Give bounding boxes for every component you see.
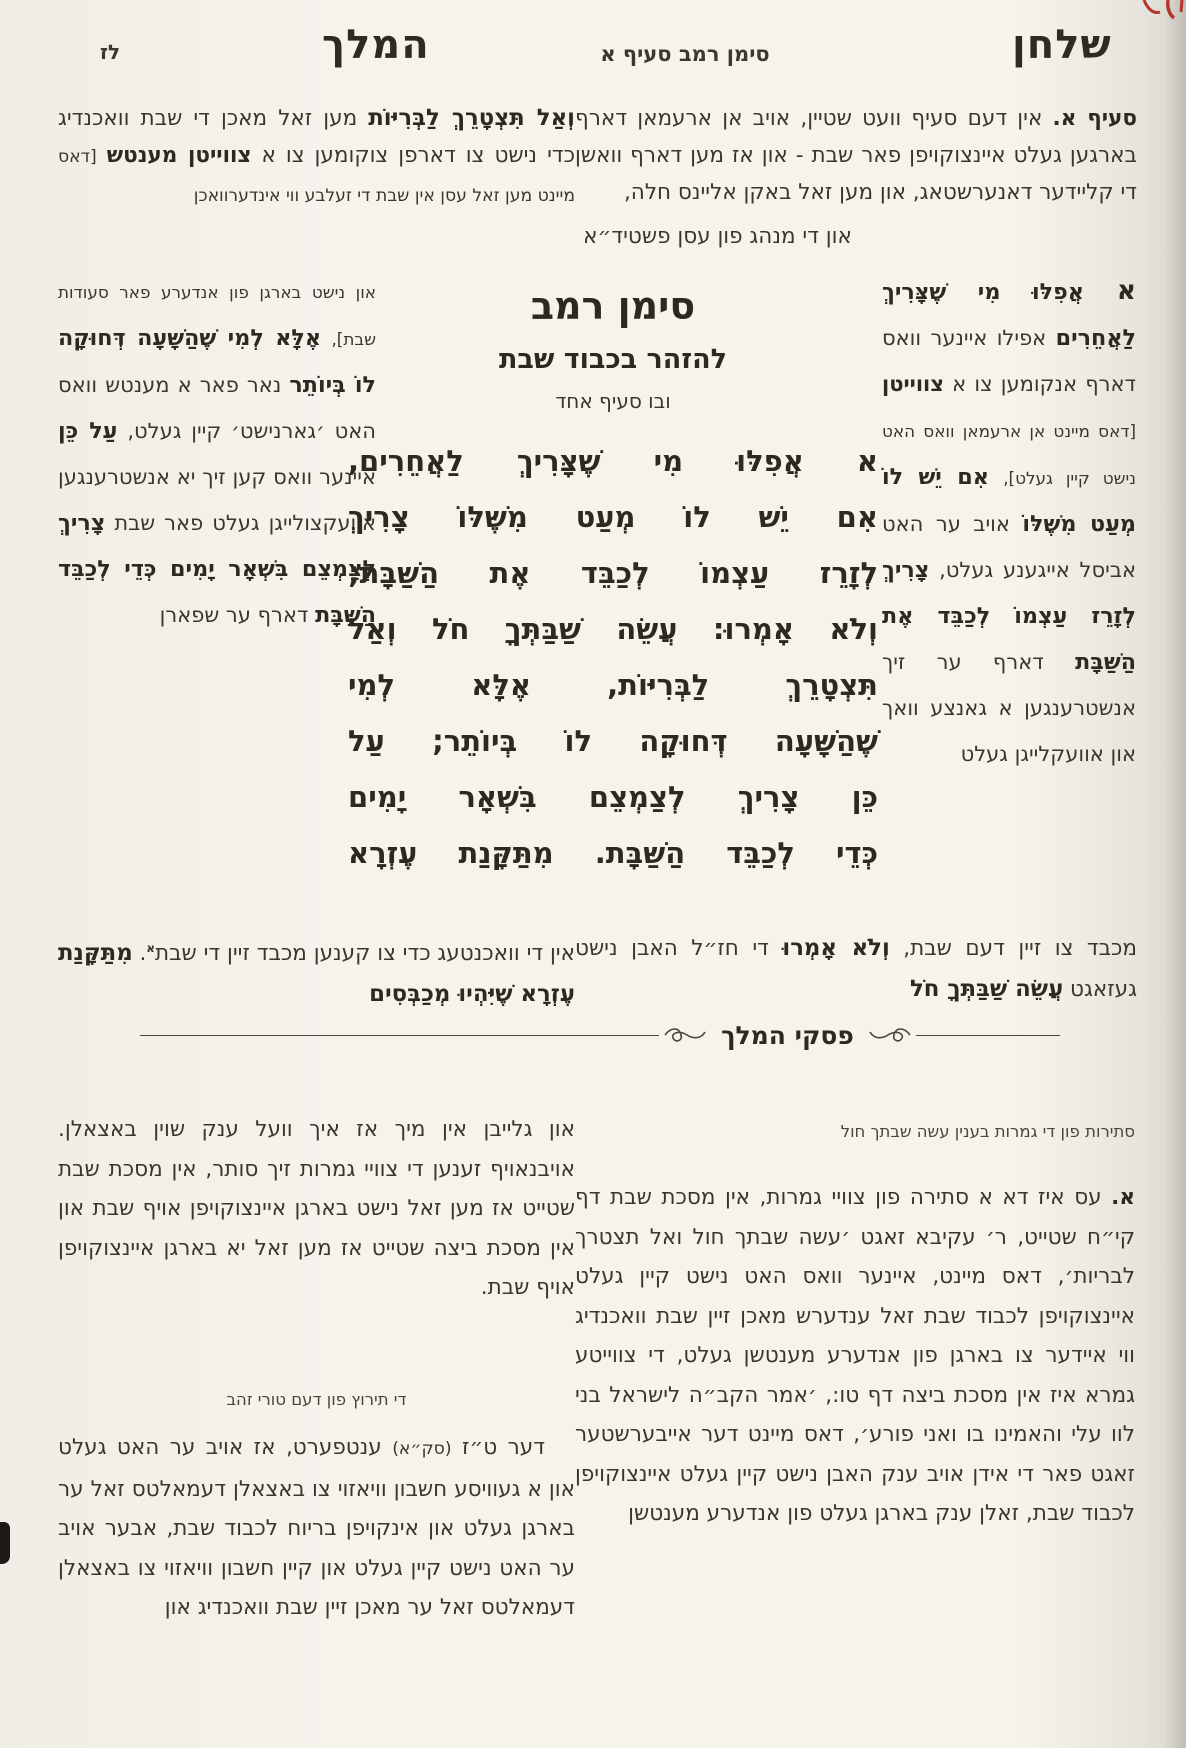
shulchan-aruch-line: כְּדֵי לְכַבֵּד הַשַּׁבָּת. מִתַּקָּנַת עֶזְרָא [348,836,878,870]
right-column-intro [575,100,1137,211]
text-run: א [146,941,155,955]
piskei-left-paragraph-1: און גלייבן אין מיך אז איך וועל ענק שוין באצאלן. אויבנאויף זענען די צוויי גמרות זיך סותר, אין מסכת שבת שטייט אז מען זאל נישט בארגן איינצוקויפן אויף שבת און אין מסכת ביצה שטייט אז מען זאל יא בארגן איינצוקויפן אויף שבת. [58,1117,575,1300]
left-subtitle-taz: די תירוץ פון דעם טורי זהב [226,1390,407,1409]
seif-count: ובו סעיף אחד [555,389,671,413]
siman-block [348,284,878,881]
text-run: א. [1111,1185,1135,1210]
text-run: אין דעם סעיף וועט שטיין, אויב אן ארעמאן דארף בארגען געלט איינצוקויפן פאר שבת - און אז מען דארף וואשן די קליידער דאנערשטאג, און מען זאל באקן אליינס חלה, [575,106,1137,205]
book-title-shulchan: שלחן [1012,22,1112,68]
book-title-hamelech: המלך [322,22,430,68]
text-run: אֶלָּא לְמִי שֶׁהַשָּׁעָה דְּחוּקָה לוֹ בְּיוֹתֵר [58,325,376,398]
shulchan-aruch-line: שֶׁהַשָּׁעָה דְּחוּקָה לוֹ בְּיוֹתֵר; עַל [348,724,878,758]
text-run: [דאס מיינט מען זאל עסן אין שבת די זעלבע ווי אינדערוואכן [58,147,575,206]
text-run: און נישט בארגן פון אנדערע פאר סעודות שבת], [58,282,376,349]
text-run: אויב ער האט אביסל אייגענע געלט, [882,512,1136,582]
siman-reference: סימן רמב סעיף א [600,42,770,66]
text-run: נאר פאר א מענטש וואס האט ׳גארנישט׳ קיין געלט, [58,373,377,443]
right-column-narrow [882,268,1136,777]
text-run: דארף ער שפארן [159,603,316,627]
divider-ornament-left-icon [663,1026,707,1044]
text-run: א [1083,276,1136,306]
text-run: מִתַּקָּנַת עֶזְרָא שֶׁיִּהְיוּ מְכַבְּסִים [58,940,575,1008]
text-run: (סק״א) [392,1439,452,1459]
divider-ornament-right-icon [868,1026,912,1044]
text-run: וְאַל תִּצְטָרֵךְ לַבְּרִיּוֹת [368,105,575,131]
shulchan-aruch-line: וְלֹא אָמְרוּ: עֲשֵׂה שַׁבַּתְּךָ חֹל וְאַל [348,612,878,646]
text-run: מכבד צו זיין דעם שבת, [889,936,1137,961]
scan-edge-shadow [1164,0,1186,1748]
text-run: אֲפִלּוּ מִי שֶׁצָּרִיךְ לַאֲחֵרִים [882,279,1136,351]
text-run: . [132,941,147,967]
text-run: [דאס מיינט אן ארעמאן וואס האט נישט קיין געלט], [882,421,1136,488]
page-number: לז [100,40,121,64]
shulchan-aruch-line: א אֲפִלּוּ מִי שֶׁצָּרִיךְ לַאֲחֵרִים, [348,444,878,478]
shulchan-aruch-text [348,433,878,881]
scan-corner-mark [0,1522,10,1564]
text-run: דארף ער זיך אנשטרענגען א גאנצע וואך און אוועקלייגן געלט [882,650,1136,766]
shulchan-aruch-line: כֵּן צָרִיךְ לְצַמְצֵם בִּשְׁאָר יָמִים [348,780,878,814]
text-run: עס איז דא א סתירה פון צוויי גמרות, אין מסכת שבת דף קי״ח שטייט, ר׳ עקיבא זאגט ׳עשה שבתך חול ואל תצטרך לבריות׳, דאס מיינט, איינער וואס האט נישט קיין געלט איינצוקויפן לכבוד שבת זאל ענדערש מאכן זיין שבת וואכנדיג ווי איידער צו בארגן פון אנדערע מענטשן געלט, די צווייטע גמרא איז אין מסכת ביצה דף טו:, ׳אמר הקב״ה לישראל בני לוו עלי והאמינו בו ואני פורע׳, דאס מיינט דער אייבערשטער זאגט פאר די אידן אויב ענק האבן נישט קיין געלט איינצוקויפן לכבוד שבת, זאלן ענק בארגן געלט פון אנדערע מענטשן [575,1185,1135,1526]
text-run: אין די וואכנטעג כדי צו קענען מכבד זיין די שבת [155,941,575,967]
text-run: צָרִיךְ לְזָרֵז עַצְמוֹ לְכַבֵּד אֶת הַשַּׁבָּת [882,557,1136,675]
left-column-intro [58,100,575,215]
right-column-intro-last-line: און די מנהג פון עסן פשטיד״א [583,224,852,249]
shulchan-aruch-line: תִּצְטָרֵךְ לַבְּרִיּוֹת, אֶלָּא לְמִי [348,668,878,702]
text-run: איינער וואס קען זיך יא אנשטרענגען אוועקצולייגן געלט פאר שבת [58,465,376,535]
piskei-left-paragraph-2 [58,1428,575,1628]
section-divider [140,1022,1060,1048]
text-run: מען זאל מאכן די שבת וואכנדיג כדי נישט צו דארפן צוקומען צו א [58,106,575,168]
red-pen-mark-icon [1138,0,1186,30]
left-column-bottom [58,928,575,1015]
divider-label: פסקי המלך [721,1020,854,1050]
text-run [97,143,107,168]
siman-title: סימן רמב [530,284,696,328]
siman-subtitle: להזהר בכבוד שבת [498,344,728,375]
text-run: ענטפערט, אז אויב ער האט געלט און א געוויסע חשבון וויאזוי צו באצאלן דעמאלטס זאל ער בארגן געלט און אינקויפן בריוח לכבוד שבת, אבער אויב ער האט נישט קיין געלט און קיין חשבון וויאזוי צו באצאלן דעמאלטס זאל ער מאכן זיין שבת וואכנדיג און [58,1435,575,1620]
text-run: דער ט״ז [451,1435,545,1460]
divider-line-left [140,1035,659,1036]
text-run: עֲשֵׂה שַׁבַּתְּךָ חֹל [909,976,1064,1002]
text-run: וְלֹא אָמְרוּ [782,935,890,961]
text-run [321,326,331,350]
text-run [989,465,1003,489]
piskei-right-paragraph [575,1178,1135,1534]
right-column-bottom [575,928,1137,1010]
shulchan-aruch-line: אִם יֵשׁ לוֹ מְעַט מִשֶּׁלּוֹ צָרִיךְ [348,500,878,534]
text-run: סעיף א. [1052,106,1137,131]
text-run: אִם יֵשׁ לוֹ מְעַט מִשֶּׁלּוֹ [882,464,1136,537]
divider-line-right [916,1035,1060,1036]
text-run: צָרִיךְ לְצַמְצֵם בִּשְׁאָר יָמִים כְּדֵי לְכַבֵּד הַשַּׁבָּת [58,510,376,628]
text-run: צווייטן מענטש [106,143,252,168]
topic-note: סתירות פון די גמרות בענין עשה שבתך חול [840,1122,1135,1141]
shulchan-aruch-line: לְזָרֵז עַצְמוֹ לְכַבֵּד אֶת הַשַּׁבָּת; [348,556,878,590]
text-run: עַל כֵּן [58,418,118,444]
text-run: די חז״ל האבן נישט געזאגט [575,936,1137,1002]
left-column-narrow [58,268,376,638]
text-run: אפילו איינער וואס דארף אנקומען צו א [882,326,1136,396]
text-run: צווייטן [882,372,944,396]
